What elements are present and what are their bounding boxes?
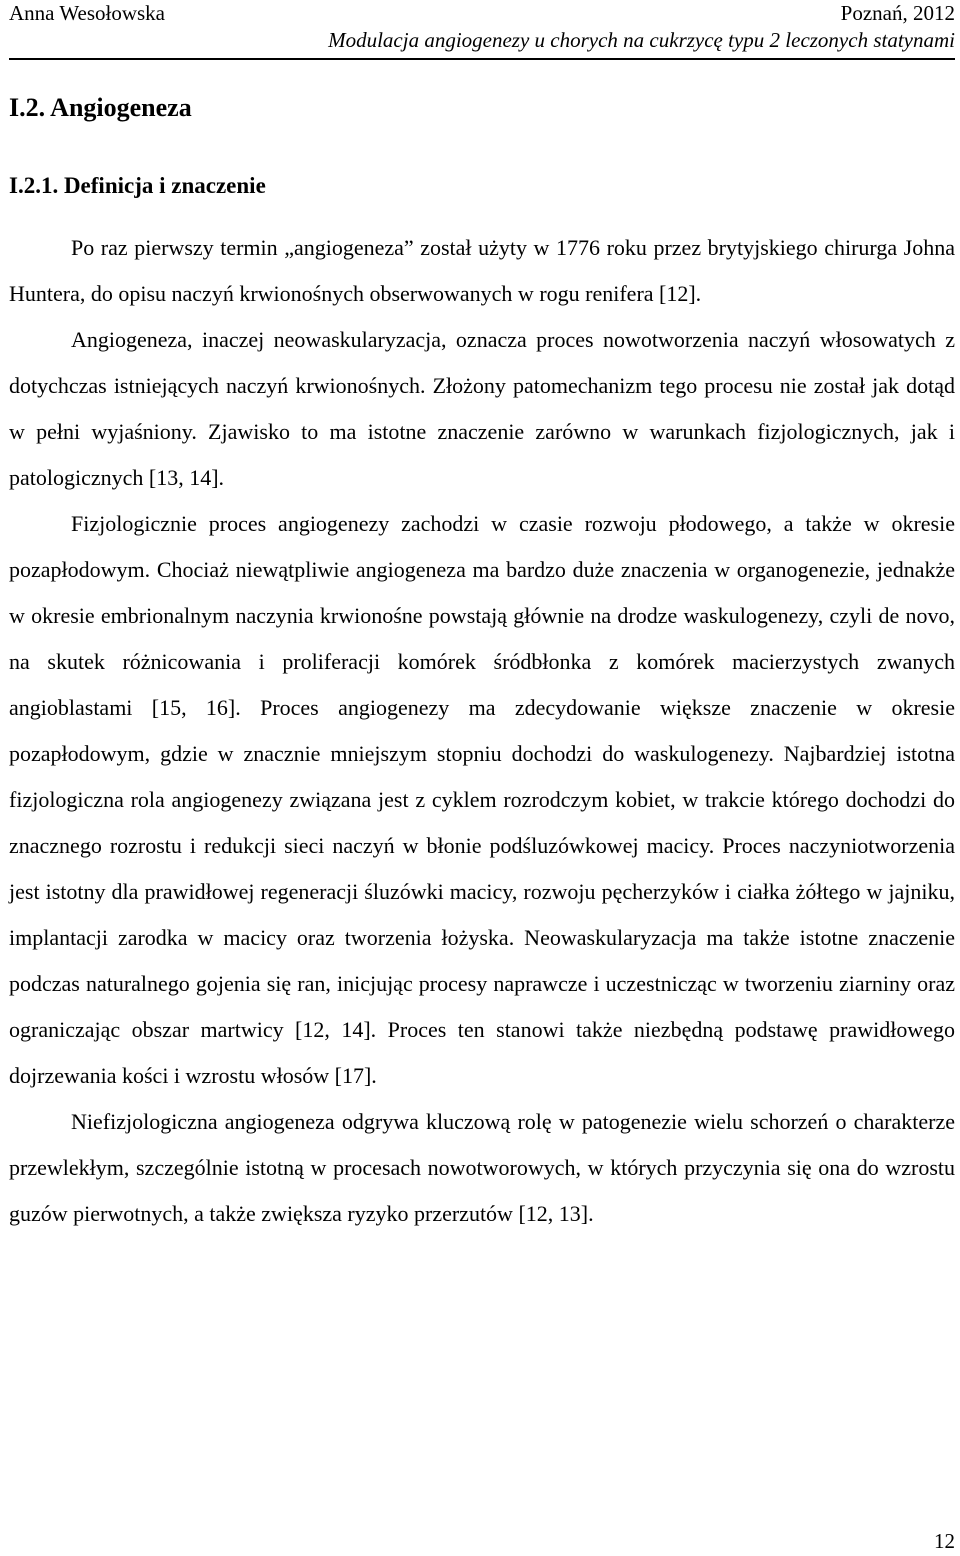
header-author: Anna Wesołowska xyxy=(9,1,165,25)
page-number: 12 xyxy=(934,1529,955,1553)
paragraph-2: Angiogeneza, inaczej neowaskularyzacja, oznacza proces nowotworzenia naczyń włosowatych z dotychczas istniejących naczyń krwionośnych. Złożony patomechanizm tego procesu nie został jak dotąd w pełni wyjaśniony. Zjawisko to ma istotne znaczenie zarówno w warunkach fizjologicznych, jak i patologicznych [13, 14]. xyxy=(9,327,955,490)
header-thesis-title: Modulacja angiogenezy u chorych na cukrzycę typu 2 leczonych statynami xyxy=(328,28,955,52)
section-heading: I.2. Angiogeneza xyxy=(9,93,192,122)
paragraph-4: Niefizjologiczna angiogeneza odgrywa kluczową rolę w patogenezie wielu schorzeń o charakterze przewlekłym, szczególnie istotną w procesach nowotworowych, w których przyczynia się ona do wzrostu guzów pierwotnych, a także zwiększa ryzyko przerzutów [12, 13]. xyxy=(9,1109,955,1226)
header-top-row xyxy=(9,0,955,27)
document-page xyxy=(9,0,955,1556)
header-bottom-row xyxy=(9,27,955,54)
paragraph-3: Fizjologicznie proces angiogenezy zachodzi w czasie rozwoju płodowego, a także w okresie pozapłodowym. Chociaż niewątpliwie angiogeneza ma bardzo duże znaczenia w organogenezie, jednakże w okresie embrionalnym naczynia krwionośne powstają głównie na drodze waskulogenezy, czyli de novo, na skutek różnicowania i proliferacji komórek śródbłonka z komórek macierzystych zwanych angioblastami [15, 16]. Proces angiogenezy ma zdecydowanie większe znaczenie w okresie pozapłodowym, gdzie w znacznie mniejszym stopniu dochodzi do waskulogenezy. Najbardziej istotna fizjologiczna rola angiogenezy związana jest z cyklem rozrodczym kobiet, w trakcie którego dochodzi do znacznego rozrostu i redukcji sieci naczyń w błonie podśluzówkowej macicy. Proces naczyniotworzenia jest istotny dla prawidłowej regeneracji śluzówki macicy, rozwoju pęcherzyków i ciałka żółtego w jajniku, implantacji zarodka w macicy oraz tworzenia łożyska. Neowaskularyzacja ma także istotne znaczenie podczas naturalnego gojenia się ran, inicjując procesy naprawcze i uczestnicząc w tworzeniu ziarniny oraz ograniczając obszar martwicy [12, 14]. Proces ten stanowi także niezbędną podstawę prawidłowego dojrzewania kości i wzrostu włosów [17]. xyxy=(9,511,955,1088)
body-text xyxy=(9,225,955,1237)
subsection-heading: I.2.1. Definicja i znaczenie xyxy=(9,173,266,198)
running-header xyxy=(9,0,955,60)
header-place-date: Poznań, 2012 xyxy=(840,1,955,25)
paragraph-1: Po raz pierwszy termin „angiogeneza” został użyty w 1776 roku przez brytyjskiego chirurga Johna Huntera, do opisu naczyń krwionośnych obserwowanych w rogu renifera [12]. xyxy=(9,235,955,306)
